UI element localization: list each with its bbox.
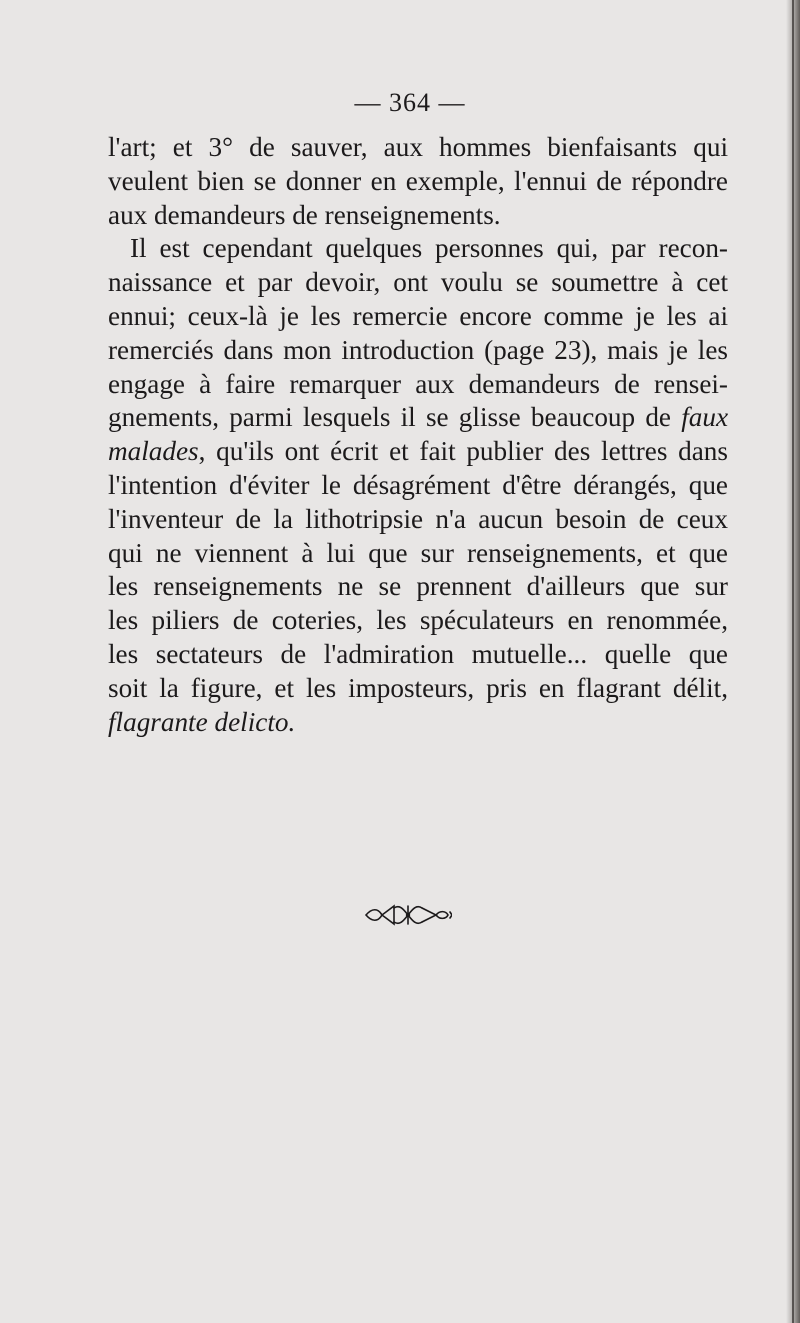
text-run: gnements, parmi lesquels il se glisse beaucoup de <box>108 402 671 433</box>
text-line: flagrante delicto. <box>108 706 296 737</box>
text-line: les sectateurs de l'admiration mutuelle... quelle que <box>108 638 728 669</box>
text-line: Il est cependant quelques personnes qui, par recon- <box>130 233 728 264</box>
text-line: l'intention d'éviter le désagrément d'être dérangés, que <box>108 469 728 500</box>
fleuron-ornament-icon <box>364 902 452 928</box>
italic-text-run: malades <box>108 436 199 467</box>
text-run: , qu'ils ont écrit et fait publier des lettres dans <box>198 436 728 467</box>
text-line: soit la figure, et les imposteurs, pris en flagrant délit, <box>108 672 728 703</box>
page-number: — 364 — <box>354 88 466 117</box>
text-line: les renseignements ne se prennent d'ailleurs que sur <box>108 571 728 602</box>
italic-text-run: faux <box>681 402 729 433</box>
text-line: naissance et par devoir, ont voulu se soumettre à cet <box>108 267 728 298</box>
text-line: aux demandeurs de renseignements. <box>108 199 501 230</box>
body-text <box>108 131 728 739</box>
text-line-with-italic <box>108 401 728 435</box>
text-line: remerciés dans mon introduction (page 23), mais je les <box>108 334 728 365</box>
text-line: engage à faire remarquer aux demandeurs de rensei- <box>108 368 728 399</box>
text-line: ennui; ceux-là je les remercie encore comme je les ai <box>108 300 728 331</box>
text-line-with-italic <box>108 435 728 469</box>
text-line: les piliers de coteries, les spéculateurs en renommée, <box>108 605 728 636</box>
text-line: qui ne viennent à lui que sur renseignements, et que <box>108 537 728 568</box>
text-line: l'art; et 3° de sauver, aux hommes bienfaisants qui <box>108 132 728 162</box>
text-line: l'inventeur de la lithotripsie n'a aucun besoin de ceux <box>108 503 728 534</box>
text-line: veulent bien se donner en exemple, l'ennui de répondre <box>108 165 728 196</box>
page-edge-line <box>792 0 794 1323</box>
